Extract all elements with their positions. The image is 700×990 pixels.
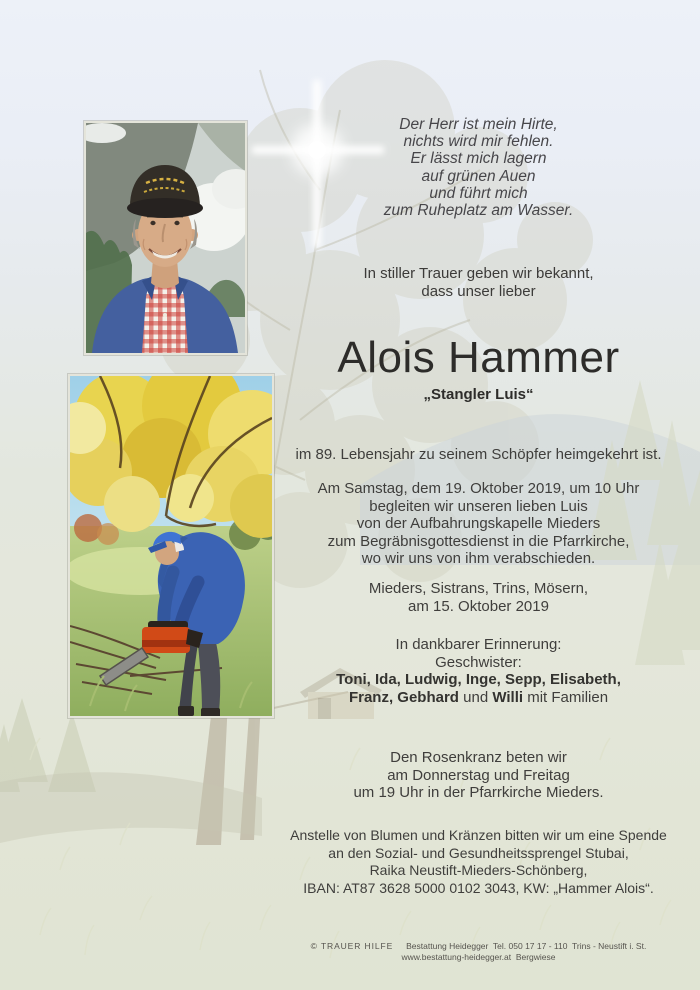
towns-and-date xyxy=(260,580,697,615)
quote-line: auf grünen Auen xyxy=(421,167,536,185)
psalm-quote xyxy=(260,116,697,219)
towns-line: am 15. Oktober 2019 xyxy=(408,597,549,615)
towns-line: Mieders, Sistrans, Trins, Mösern, xyxy=(368,580,589,597)
donation-line: an den Sozial- und Gesundheitssprengel Stubai, xyxy=(328,844,629,861)
donation-line: IBAN: AT87 3628 5000 0102 3043, KW: „Hammer Alois“. xyxy=(303,879,654,896)
announcement-intro xyxy=(260,265,697,301)
quote-line: Der Herr ist mein Hirte, xyxy=(399,116,558,133)
quote-line: Er lässt mich lagern xyxy=(410,150,547,168)
quote-line: zum Ruheplatz am Wasser. xyxy=(383,202,574,220)
deceased-name: Alois Hammer xyxy=(337,333,620,382)
rosary-line: Den Rosenkranz beten wir xyxy=(390,749,567,766)
life-line: im 89. Lebensjahr zu seinem Schöpfer heimgekehrt ist. xyxy=(295,446,662,463)
rosary-line: um 19 Uhr in der Pfarrkirche Mieders. xyxy=(353,784,604,801)
footer-line-1 xyxy=(260,941,697,952)
donation-line: Anstelle von Blumen und Kränzen bitten wir um eine Spende xyxy=(290,827,667,843)
footer-website: www.bestattung-heidegger.at Bergwiese xyxy=(401,952,556,962)
funeral-line: begleiten wir unseren lieben Luis xyxy=(369,497,588,515)
footer-address: Bestattung Heidegger Tel. 050 17 17 - 110 Trins - Neustift i. St. xyxy=(406,941,647,951)
deceased-nickname: „Stangler Luis“ xyxy=(423,386,534,403)
funeral-line: von der Aufbahrungskapelle Mieders xyxy=(356,515,601,532)
portrait-photo xyxy=(84,121,247,355)
remembrance-subtitle: Geschwister: xyxy=(435,653,522,671)
remembrance-title: In dankbarer Erinnerung: xyxy=(395,636,562,653)
chainsaw-photo xyxy=(68,374,274,718)
publisher-footer xyxy=(260,941,697,963)
trauerhilfe-logo: © TRAUER HILFE xyxy=(310,941,394,951)
remembrance-section xyxy=(260,636,697,706)
funeral-line: Am Samstag, dem 19. Oktober 2019, um 10 Uhr xyxy=(317,480,640,497)
rosary-section xyxy=(260,749,697,802)
funeral-line: zum Begräbnisgottesdienst in die Pfarrkirche, xyxy=(327,532,630,550)
intro-line: In stiller Trauer geben wir bekannt, xyxy=(363,265,594,282)
donation-line: Raika Neustift-Mieders-Schönberg, xyxy=(369,862,588,878)
funeral-line: wo wir uns von ihm verabschieden. xyxy=(361,550,596,567)
rosary-line: am Donnerstag und Freitag xyxy=(387,766,570,784)
intro-line: dass unser lieber xyxy=(421,283,536,300)
funeral-details xyxy=(260,480,697,568)
siblings-names: Toni, Ida, Ludwig, Inge, Sepp, Elisabeth, xyxy=(336,671,621,688)
quote-line: und führt mich xyxy=(429,184,528,202)
donation-section xyxy=(260,827,697,897)
quote-line: nichts wird mir fehlen. xyxy=(403,133,554,151)
siblings-names-2: Franz, Gebhard und Willi mit Familien xyxy=(348,688,609,706)
